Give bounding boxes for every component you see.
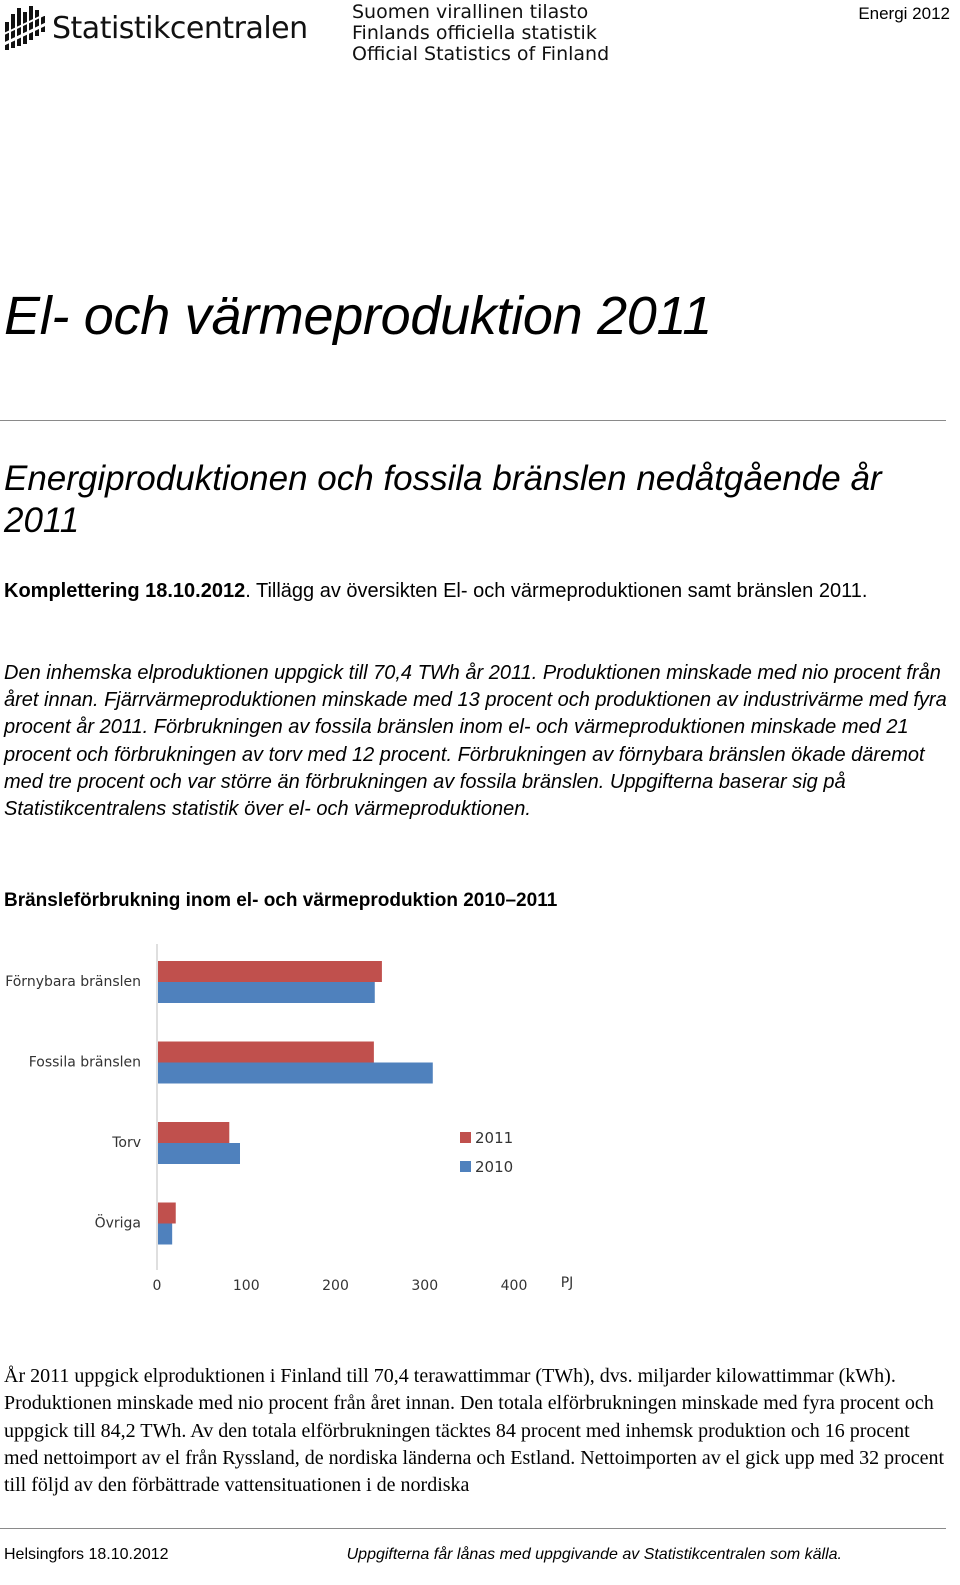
category-label: Förnybara bränslen [5,974,141,990]
bar-2010-2 [158,1063,433,1084]
footer-divider [0,1528,946,1529]
supplement-text: . Tillägg av översikten El- och värmeproduktionen samt bränslen 2011. [245,580,868,602]
legend-swatch-2010 [460,1161,471,1172]
bar-2011-3 [158,1122,229,1143]
fuel-consumption-chart [0,930,960,1300]
bar-2010-3 [158,1143,240,1164]
category-label: Torv [112,1135,141,1151]
x-tick-label: 400 [500,1278,528,1294]
official-line-sv: Finlands officiella statistik [352,22,597,44]
x-tick-label: 200 [322,1278,349,1294]
legend-swatch-2011 [460,1132,471,1143]
category-label: Övriga [94,1215,141,1232]
chart-title: Bränsleförbrukning inom el- och värmeproduktion 2010–2011 [4,890,558,911]
x-tick-label: 0 [152,1278,162,1294]
official-statistics-label [352,2,609,65]
x-tick-label: 100 [232,1278,260,1294]
lead-paragraph: Den inhemska elproduktionen uppgick till 70,4 TWh år 2011. Produktionen minskade med nio procent från året innan. Fjärrvärmeproduktionen minskade med 13 procent och produktionen av industrivärme med fyra procent år 2011. Förbrukningen av fossila bränslen inom el- och värmeproduktionen minskade med 21 procent och förbrukningen av torv med 12 procent. Förbrukningen av förnybara bränslen ökade däremot med tre procent och var större än förbrukningen av fossila bränslen. Uppgifterna baserar sig på Statistikcentralens statistik över el- och värmeproduktionen. [4,662,947,821]
x-unit-label: PJ [560,1275,574,1291]
title-divider [0,420,946,421]
bar-2011-2 [158,1042,374,1063]
bar-2010-4 [158,1224,172,1245]
footer-source-note: Uppgifterna får lånas med uppgivande av Statistikcentralen som källa. [346,1546,842,1563]
page-subtitle: Energiproduktionen och fossila bränslen nedåtgående år 2011 [4,459,882,540]
official-line-fi: Suomen virallinen tilasto [352,1,589,23]
page-header [0,0,960,70]
x-tick-label: 300 [411,1278,439,1294]
legend-label-2010: 2010 [475,1158,514,1176]
body-paragraph: År 2011 uppgick elproduktionen i Finland till 70,4 terawattimmar (TWh), dvs. miljarder kilowattimmar (kWh). Produktionen minskade med nio procent från året innan. Den totala elförbrukningen minskade med fyra procent och uppgick till 84,2 TWh. Av den totala elförbrukningen täcktes 84 procent med inhemsk produktion och 16 procent med nettoimport av el från Ryssland, de nordiska länderna och Estland. Nettoimporten av el gick upp med 32 procent till följd av den förbättrade vattensituationen i de nordiska [4,1365,945,1497]
supplement-date: Komplettering 18.10.2012 [4,580,246,602]
official-line-en: Official Statistics of Finland [352,43,610,65]
supplement-note [4,578,949,605]
bar-2011-4 [158,1203,176,1224]
chart-svg [0,930,960,1300]
bar-2011-1 [158,961,382,982]
legend-label-2011: 2011 [475,1129,514,1147]
logo-bars-icon [4,4,46,52]
bar-2010-1 [158,982,375,1003]
page-title: El- och värmeproduktion 2011 [4,286,712,346]
publication-label: Energi 2012 [858,4,950,23]
statistikcentralen-logo [4,4,308,52]
category-label: Fossila bränslen [28,1054,141,1071]
logo-text: Statistikcentralen [52,10,308,46]
footer-place-date: Helsingfors 18.10.2012 [4,1546,169,1563]
